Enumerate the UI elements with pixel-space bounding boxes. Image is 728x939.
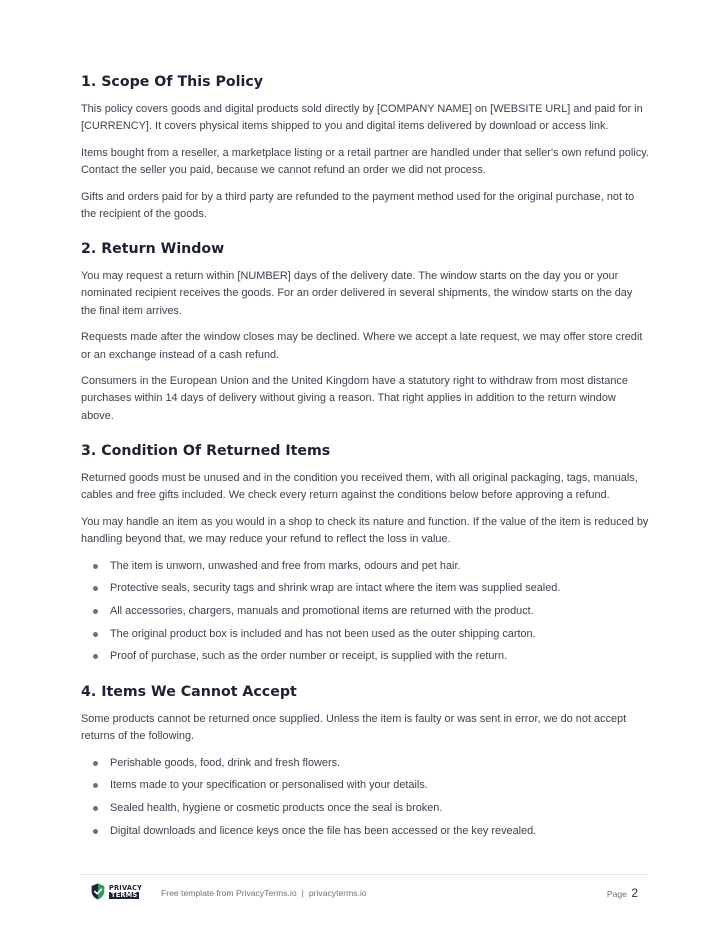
list-item-text: Items made to your specification or personalised with your details. bbox=[110, 779, 428, 792]
paragraph: This policy covers goods and digital products sold directly by [COMPANY NAME] on [WEBSITE URL] and paid for in [CURRENCY]. It covers physical items shipped to you and digital items delivered by download or access link. bbox=[81, 103, 643, 133]
bullet-icon bbox=[93, 609, 98, 614]
list-item bbox=[81, 800, 649, 817]
list-item bbox=[81, 755, 649, 772]
footer-template-note bbox=[161, 888, 367, 898]
paragraph: Some products cannot be returned once supplied. Unless the item is faulty or was sent in error, we do not accept returns of the following. bbox=[81, 712, 627, 742]
logo-line-privacy: PRIVACY bbox=[109, 884, 143, 892]
section-heading: 3. Condition Of Returned Items bbox=[81, 442, 331, 459]
paragraph: Requests made after the window closes may be declined. Where we accept a late request, we may offer store credit or an exchange instead of a cash refund. bbox=[81, 331, 643, 361]
section-heading: 1. Scope Of This Policy bbox=[81, 74, 264, 90]
paragraph: Items bought from a reseller, a marketplace listing or a retail partner are handled under that seller's own refund policy. Contact the seller you paid, because we cannot refund an order we did not process. bbox=[81, 146, 649, 177]
list-item-text: Protective seals, security tags and shrink wrap are intact where the item was supplied sealed. bbox=[110, 582, 561, 595]
section-scope bbox=[81, 72, 649, 223]
bullet-icon bbox=[93, 783, 98, 788]
footer-separator: | bbox=[301, 888, 304, 898]
section-heading: 4. Items We Cannot Accept bbox=[81, 683, 297, 700]
bullet-icon bbox=[93, 829, 98, 834]
bullet-icon bbox=[93, 586, 98, 591]
section-return-window bbox=[81, 239, 649, 425]
list-item bbox=[81, 558, 649, 575]
list-item-text: The original product box is included and has not been used as the outer shipping carton. bbox=[110, 627, 536, 640]
list-item-text: Perishable goods, food, drink and fresh flowers. bbox=[110, 756, 341, 769]
paragraph: Gifts and orders paid for by a third party are refunded to the payment method used for the original purchase, not to the recipient of the goods. bbox=[81, 190, 635, 221]
section-heading: 2. Return Window bbox=[81, 241, 225, 258]
section-condition bbox=[81, 441, 649, 666]
page-number-value: 2 bbox=[631, 886, 638, 900]
paragraph: You may request a return within [NUMBER] days of the delivery date. The window starts on the day you or your nominated recipient receives the goods. For an order delivered in several shipments, the window starts on the day the final item arrives. bbox=[81, 270, 633, 317]
list-item bbox=[81, 580, 649, 597]
logo-wordmark bbox=[109, 885, 142, 899]
condition-list bbox=[81, 558, 649, 666]
site-link[interactable]: privacyterms.io bbox=[308, 888, 367, 898]
bullet-icon bbox=[93, 564, 98, 569]
list-item-text: The item is unworn, unwashed and free from marks, odours and pet hair. bbox=[110, 559, 461, 572]
bullet-icon bbox=[93, 761, 98, 766]
page-label: Page bbox=[606, 889, 627, 899]
list-item bbox=[81, 648, 649, 665]
shield-check-icon bbox=[91, 883, 105, 900]
list-item-text: All accessories, chargers, manuals and promotional items are returned with the product. bbox=[110, 605, 534, 618]
excluded-items-list bbox=[81, 755, 649, 840]
paragraph: Returned goods must be unused and in the condition you received them, with all original packaging, tags, manuals, cables and free gifts included. We check every return against the conditions below before approving a refund. bbox=[81, 471, 638, 502]
list-item-text: Sealed health, hygiene or cosmetic products once the seal is broken. bbox=[110, 801, 443, 814]
logo-line-terms: TERMS bbox=[111, 891, 138, 899]
section-excluded-items bbox=[81, 682, 649, 840]
list-item bbox=[81, 823, 649, 840]
bullet-icon bbox=[93, 654, 98, 659]
paragraph: Consumers in the European Union and the United Kingdom have a statutory right to withdraw from most distance purchases within 14 days of delivery without giving a reason. That right applies in addition to the return window above. bbox=[81, 375, 628, 422]
page-number bbox=[607, 886, 638, 900]
list-item bbox=[81, 777, 649, 794]
template-note-text: Free template from PrivacyTerms.io bbox=[161, 888, 297, 898]
bullet-icon bbox=[93, 806, 98, 811]
page-footer bbox=[81, 874, 648, 915]
list-item-text: Digital downloads and licence keys once the file has been accessed or the key revealed. bbox=[110, 824, 537, 837]
list-item-text: Proof of purchase, such as the order number or receipt, is supplied with the return. bbox=[110, 650, 508, 663]
list-item bbox=[81, 603, 649, 620]
list-item bbox=[81, 626, 649, 643]
document-content bbox=[81, 72, 649, 856]
bullet-icon bbox=[93, 632, 98, 637]
paragraph: You may handle an item as you would in a shop to check its nature and function. If the value of the item is reduced by handling beyond that, we may reduce your refund to reflect the loss in value. bbox=[81, 515, 649, 545]
